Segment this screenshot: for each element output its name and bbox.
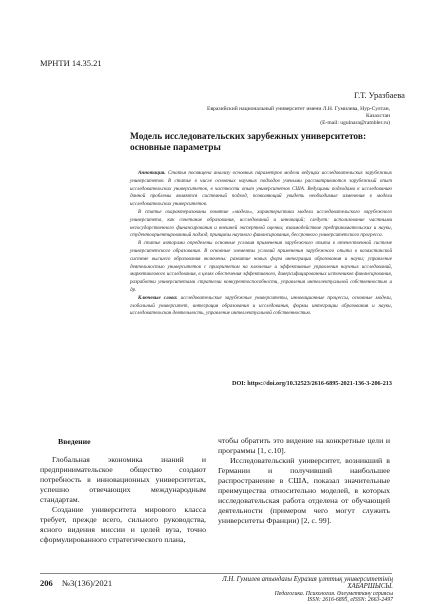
abstract-label: Аннотация. [138,170,166,176]
abstract [130,170,392,318]
affiliation-text: Евразийский национальный университет имени Л.Н. Гумилева, Нур-Султан, Казахстан [207,106,390,119]
title-line-1: Модель исследовательских зарубежных университетов: [130,132,367,142]
journal-issn: ISSN: 2616-6895, eISSN: 2663-2497 [307,597,393,604]
footer-divider [40,573,392,574]
keywords-label: Ключевые слова: [138,294,178,301]
abstract-paragraph-1 [130,170,392,209]
right-paragraph-1: чтобы обратить это видение на конкретные цели и программы [1, с.10]. [218,436,390,455]
author-name: Г.Т. Уразбаева [354,90,405,100]
author-affiliation [190,106,390,127]
body-right-column [218,436,390,526]
page-number: 206 [40,578,53,588]
left-paragraph-2: Создание университета мирового класса требует, прежде всего, сильного руководства, ясного видения миссии и целей вуза, точно сформулированного стратегического плана, [40,505,206,544]
journal-name: Л.Н. Гумилев атындағы Еуразия ұлттық университетінің ХАБАРШЫСЫ. [222,576,393,590]
doi-link[interactable]: DOI: https://doi.org/10.32523/2616-6895-2021-136-3-206-213 [231,380,392,387]
body-left-column [40,455,206,545]
abstract-text-1: Статья посвящена анализу основных параметров модели ведущих исследовательских зарубежных университетов. В статье в числе основных научных подходов учеными рассматриваются зарубежный опыт исследовательских университетов, в частности опыт университетов США. Ведущими подходами к исследованию данной проблемы являются системный подход, позволяющий увидеть необходимые изменения в модели исследовательских университетов. [130,170,393,208]
issue-number: №3(136)/2021 [62,578,113,588]
mrnti-code: МРНТИ 14.35.21 [40,58,102,68]
article-title [130,132,390,154]
left-paragraph-1: Глобальная экономика знаний и предпринимательское общество создают потребность в инновационных университетах, успешно отвечающих международным стандартам. [40,455,206,504]
journal-series: Педагогика. Психология. Әлеуметтану сериясы [274,590,393,597]
abstract-paragraph-2: В статье охарактеризованы понятие «модель», характеристики модели исследовательского зарубежного университета, как сочетание образования, исследований и инноваций; следует: использование частными негосударственного финансирования и внешней экспертной оценки; взаимодействие предпринимательских и науки, студентоориентированный подход, принципы научного финансирования, бессрочного университетского прогресса. [130,208,392,239]
intro-heading: Введение [58,437,91,446]
author-email[interactable]: (E-mail: ugulnara@rambler.ru) [320,120,390,126]
keywords-paragraph [130,295,392,318]
keywords-text: исследовательские зарубежные университеты, инновационные процессы, основные модели, глобальный университет, интеграция образования и исследования, формы интеграции образования и науки, исследовательская деятельность, управление интеллектуальной собственностью. [130,294,392,317]
title-line-2: основные параметры [130,143,221,153]
right-paragraph-2: Исследовательский университет, возникший в Германии и получивший наибольшее распространение в США, показал значительные преимущества относительно моделей, в которых исследовательская работа отделена от обучающей деятельности (примером чего могут служить университеты Франции) [2, с. 99]. [218,456,390,525]
abstract-paragraph-3: В статье авторами определены основные условия применения зарубежного опыта в отечественной системе университетского образования. В основные элементы условий применения зарубежного опыта в казахстанской системе высшего образования включены: развитие новых форм интеграции образования и науки; управление деятельностью университетов с приоритетом на ключевые и эффективные управления научных исследований, маркетингового исследования, в целях обеспечения эффективного, диверсифицированных источников финансирования, разработки университетами стратегии конкурентоспособности, управления интеллектуальной собственностью и др. [130,240,392,293]
